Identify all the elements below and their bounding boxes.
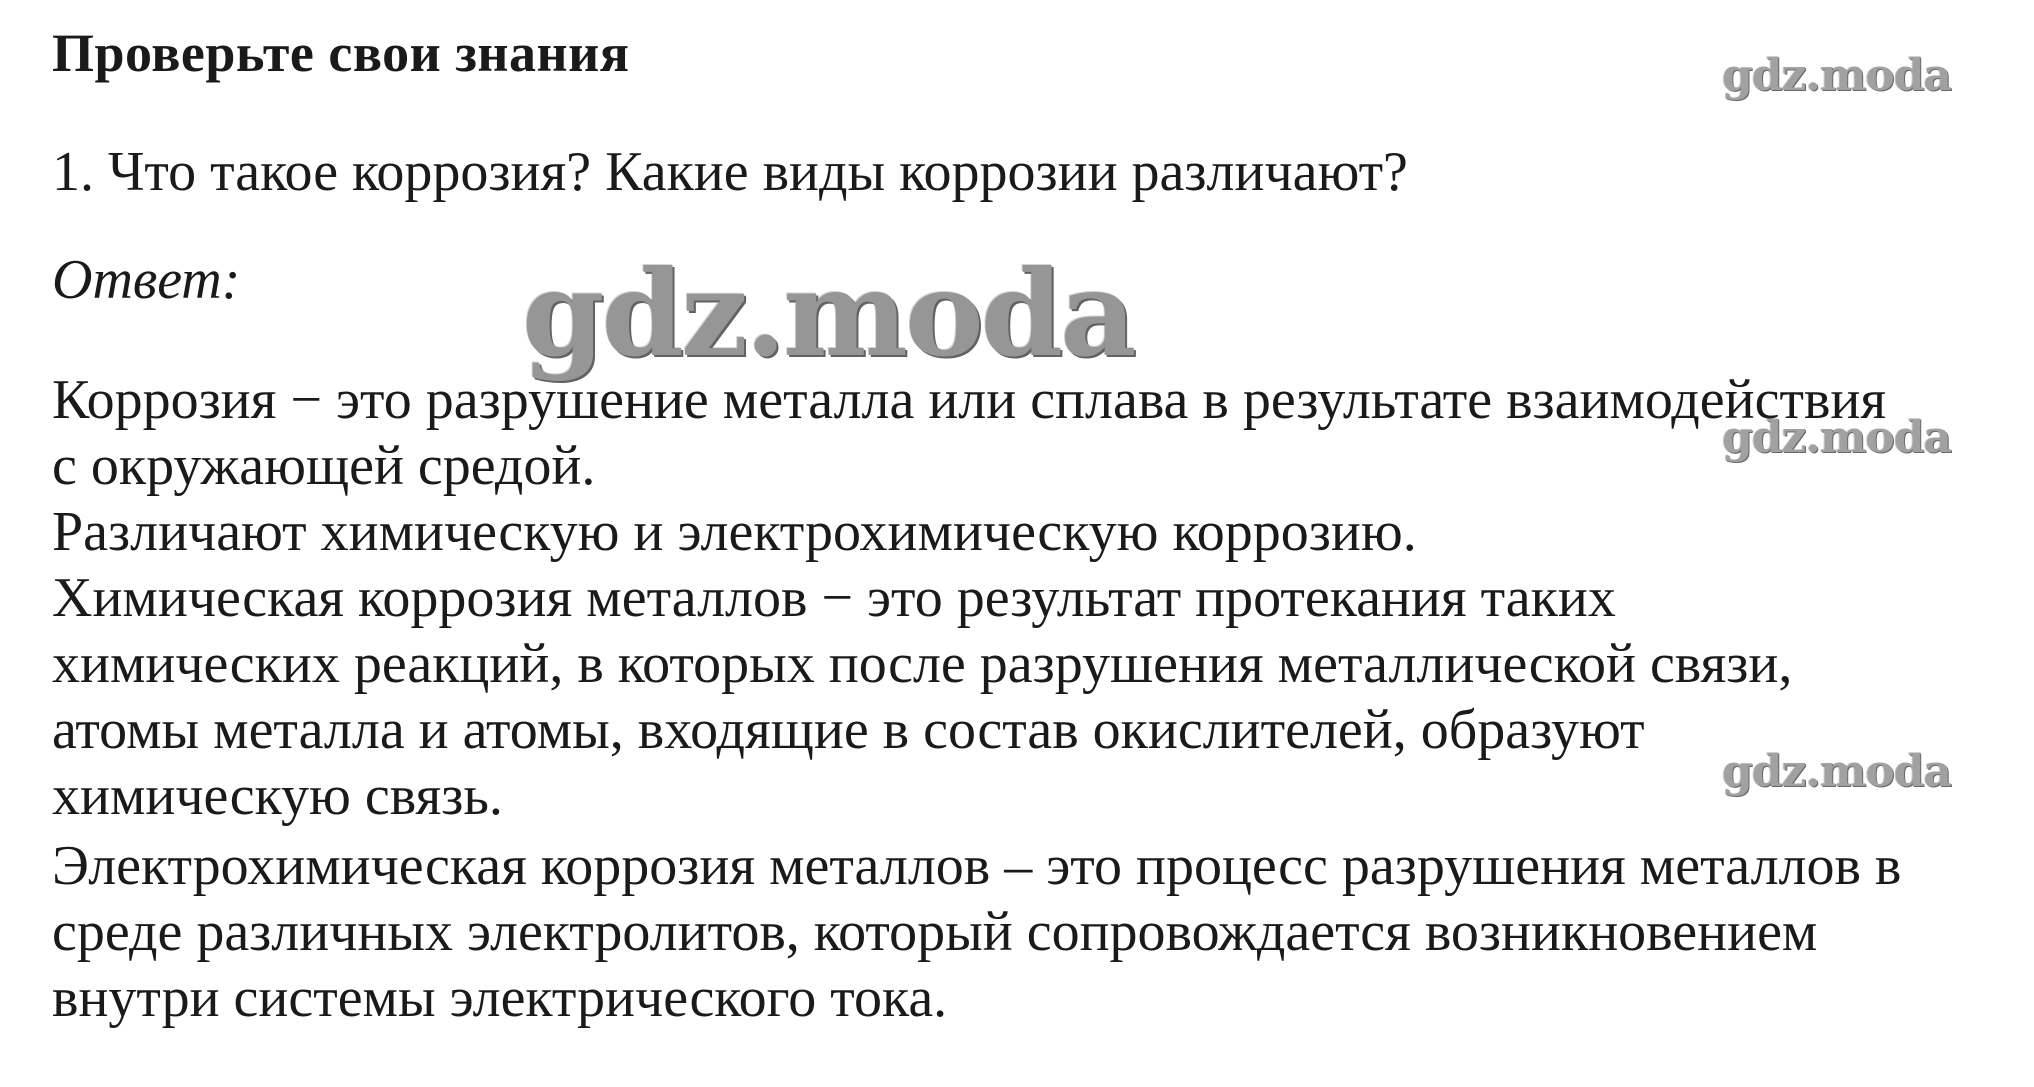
watermark-lower-right: gdz.moda: [1722, 746, 1952, 797]
answer-line: атомы металла и атомы, входящие в состав окислителей, образуют: [52, 699, 1645, 761]
answer-line: Различают химическую и электрохимическую коррозию.: [52, 501, 1417, 563]
answer-line: среде различных электролитов, который сопровождается возникновением: [52, 901, 1818, 963]
watermark-middle-right: gdz.moda: [1722, 412, 1952, 463]
section-heading: Проверьте свои знания: [52, 23, 630, 83]
answer-line: с окружающей средой.: [52, 435, 596, 497]
answer-line: Электрохимическая коррозия металлов – это процесс разрушения металлов в: [52, 835, 1902, 897]
watermark-top-right: gdz.moda: [1722, 50, 1952, 101]
watermark-center-large: gdz.moda: [522, 244, 1134, 383]
answer-line: Коррозия − это разрушение металла или сплава в результате взаимодействия: [52, 369, 1887, 431]
answer-line: Химическая коррозия металлов − это результат протекания таких: [52, 567, 1616, 629]
answer-line: внутри системы электрического тока.: [52, 967, 948, 1029]
answer-line: химическую связь.: [52, 765, 503, 827]
answer-line: химических реакций, в которых после разрушения металлической связи,: [52, 633, 1793, 695]
question-text: 1. Что такое коррозия? Какие виды коррозии различают?: [52, 141, 1408, 203]
answer-label: Ответ:: [52, 249, 241, 311]
